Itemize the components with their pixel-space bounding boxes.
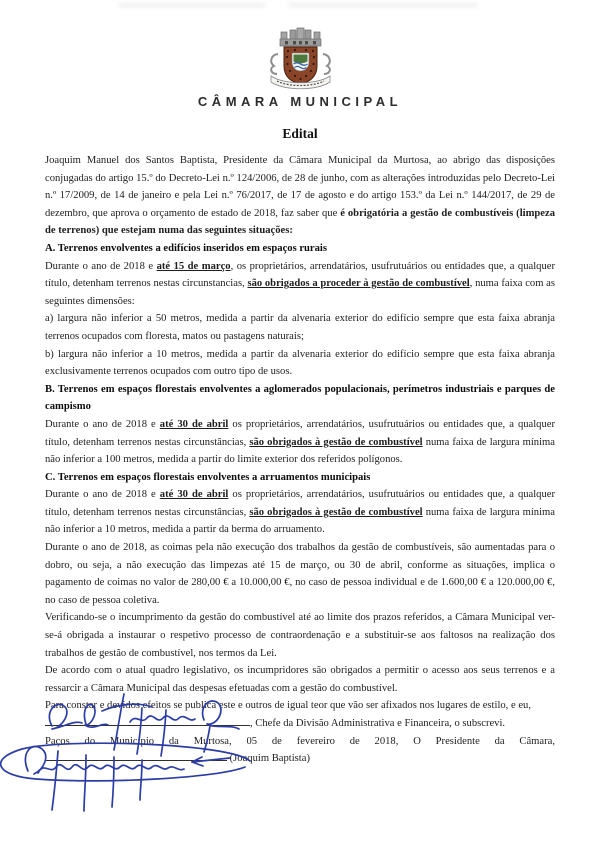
scan-artifact xyxy=(288,3,478,7)
section-c-heading: C. Terrenos em espaços florestais envolventes a arruamentos municipais xyxy=(45,471,371,483)
president-signature-line: (Joaquim Baptista) xyxy=(45,750,555,768)
section-a-paragraph: Durante o ano de 2018 e até 15 de março, os proprietários, arrendatários, usufrutuários ou entidades que, a qualquer título, detenham terrenos nestas circunstancias, são obrigados a proceder à gestão de combustível, numa faixa com as seguintes dimensões: xyxy=(45,260,556,307)
item-a: a) largura não inferior a 50 metros, medida a partir da alvenaria exterior do edifício sempre que esta faixa abranja terrenos ocupados com floresta, matos ou pastagens naturais; xyxy=(45,313,555,342)
place-date-line: Paços do Município da Murtosa, 05 de fevereiro de 2018, O Presidente da Câmara, xyxy=(45,735,555,747)
section-c-paragraph: Durante o ano de 2018 e até 30 de abril os proprietários, arrendatários, usufrutuários ou entidades que, a qualquer título, detenham terrenos nestas circunstâncias, são obrigados à gestão de combustível numa faixa de largura mínima não inferior a 10 metros, medida a partir da berma do arruamento. xyxy=(45,489,556,536)
item-b: b) largura não inferior a 10 metros, medida a partir da alvenaria exterior do edifício sempre que esta faixa abranja exclusivamente terrenos ocupados com outro tipo de usos. xyxy=(45,348,555,378)
signature-rule xyxy=(45,716,250,726)
signature-rule xyxy=(45,751,227,761)
section-b-heading: B. Terrenos em espaços florestais envolventes a aglomerados populacionais, perímetros industriais e parques de campismo xyxy=(45,383,555,413)
closing-publication: Para constar e devidos efeitos se publica este e outros de igual teor que vão ser afixados nos lugares de estilo, e eu, xyxy=(45,700,531,712)
intro-paragraph: Joaquim Manuel dos Santos Baptista, Presidente da Câmara Municipal da Murtosa, ao abrigo das disposições conjugadas do artigo 15.º do Decreto-Lei n.º 124/2006, de 28 de junho, com as alterações introduzidas pelo Decreto-Lei n.º 17/2009, de 14 de janeiro e pela Lei n.º 76/2017, de 17 de agosto e do artigo 153.º da Lei n.º 144/2017, de 29 de dezembro, que aprova o orçamento de estado de 2018, faz saber que é obrigatória a gestão de combustíveis (limpeza de terrenos) que estejam numa das seguintes situações: xyxy=(45,155,555,237)
crest-crown xyxy=(280,28,321,46)
section-a-heading: A. Terrenos envolventes a edifícios inseridos em espaços rurais xyxy=(45,242,327,254)
document-title: Edital xyxy=(282,126,318,141)
coat-of-arms-icon xyxy=(254,24,346,94)
access-paragraph: De acordo com o atual quadro legislativo, os incumpridores são obrigados a permitir o acesso aos seus terrenos e a ressarcir a Câmara Municipal das despesas efetuadas com a gestão do combustível. xyxy=(45,665,555,694)
crest-inner-green xyxy=(294,55,308,64)
fines-paragraph: Durante o ano de 2018, as coimas pela não execução dos trabalhos da gestão de combustíveis, são aumentadas para o dobro, ou seja, a não execução das limpezas até 15 de março, ou 30 de abril, conforme as situações, implica o pagamento de coimas no valor de 280,00 € a 10.000,00 €, no caso de pessoa individual e de 1.600,00 € a 120.000,00 €, no caso de pessoa coletiva. xyxy=(45,542,555,606)
chief-signature-line: , Chefe da Divisão Administrativa e Financeira, o subscrevi. xyxy=(45,715,555,733)
document-body xyxy=(45,152,555,768)
enforcement-paragraph: Verificando-se o incumprimento da gestão do combustível até ao limite dos prazos referidos, a Câmara Municipal ver-se-á obrigada a instaurar o respetivo processo de contraordenação e a substituir-se aos faltosos na realização dos trabalhos de gestão de combustível, nos termos da Lei. xyxy=(45,612,555,659)
organization-name: CÂMARA MUNICIPAL xyxy=(197,94,403,109)
scan-artifact xyxy=(118,3,266,7)
section-b-paragraph: Durante o ano de 2018 e até 30 de abril os proprietários, arrendatários, usufrutuários ou entidades que, a qualquer título, detenham terrenos nestas circunstâncias, são obrigados à gestão de combustível numa faixa de largura mínima não inferior a 100 metros, medida a partir do limite exterior dos referidos polígonos. xyxy=(45,418,556,466)
